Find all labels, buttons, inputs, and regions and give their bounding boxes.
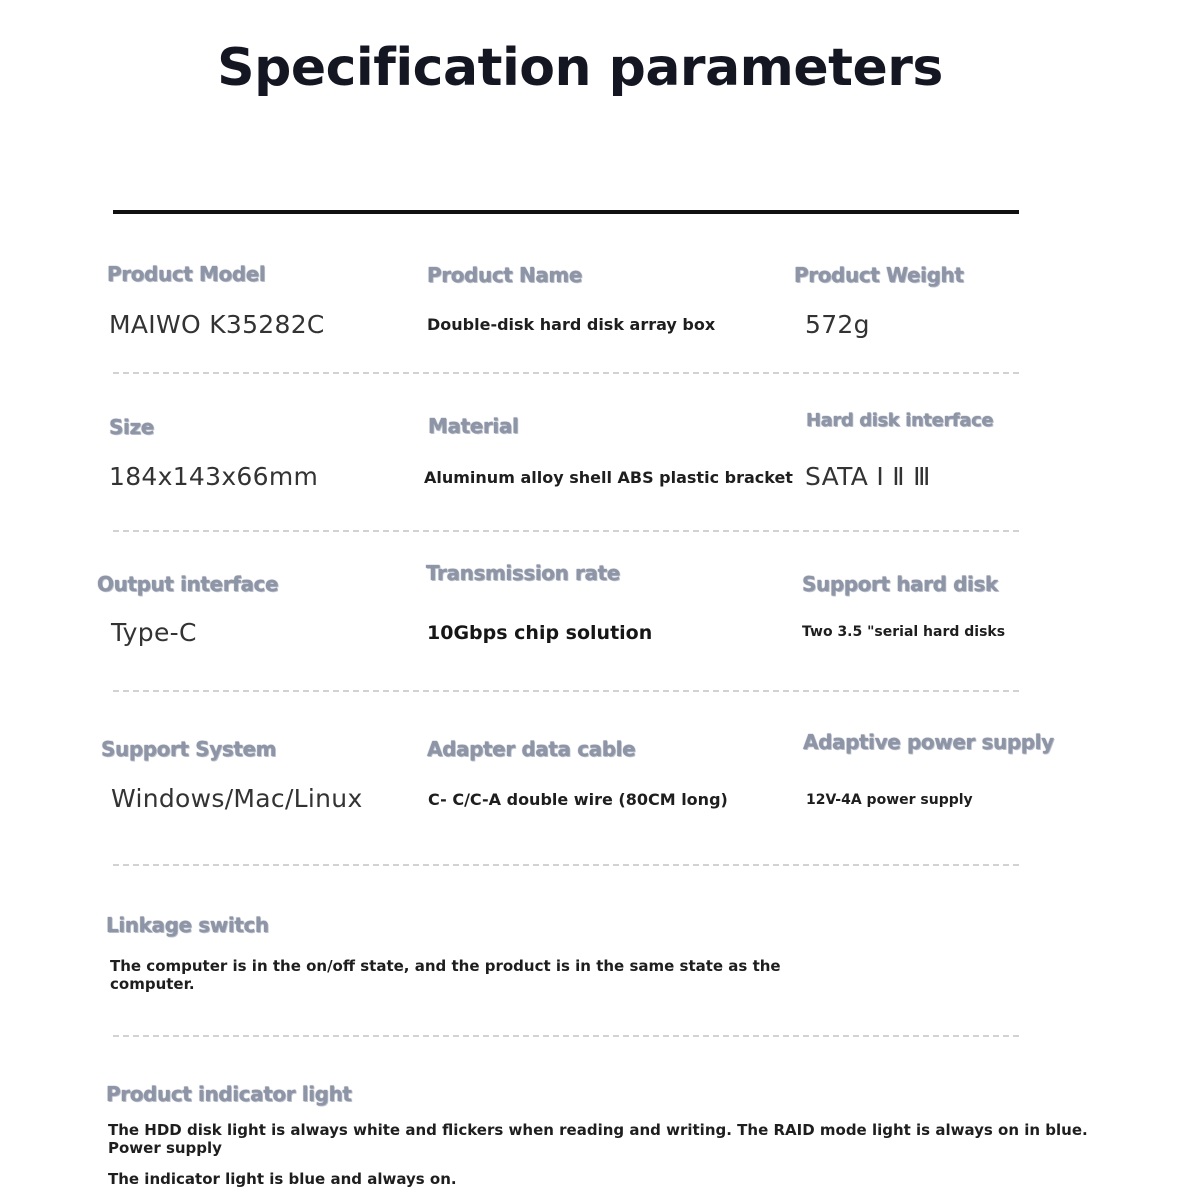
row-divider <box>113 530 1019 532</box>
output-interface-label: Output interface <box>97 572 279 596</box>
transmission-rate-value: 10Gbps chip solution <box>427 622 653 644</box>
product-weight-value: 572g <box>805 310 870 339</box>
indicator-light-text-line2: Power supply <box>108 1139 222 1157</box>
page-title: Specification parameters <box>217 38 943 98</box>
product-name-value: Double-disk hard disk array box <box>427 315 716 334</box>
adapter-data-cable-label: Adapter data cable <box>427 737 636 761</box>
product-name-label: Product Name <box>427 263 583 287</box>
adapter-data-cable-value: C- C/C-A double wire (80CM long) <box>428 790 728 809</box>
indicator-light-text-line3: The indicator light is blue and always on. <box>108 1170 457 1188</box>
support-system-label: Support System <box>101 737 277 761</box>
transmission-rate-label: Transmission rate <box>426 561 620 585</box>
row-divider <box>113 864 1019 866</box>
support-hard-disk-value: Two 3.5 "serial hard disks <box>802 624 1006 640</box>
product-model-value: MAIWO K35282C <box>109 310 325 339</box>
product-weight-label: Product Weight <box>794 263 964 287</box>
linkage-switch-text-line1: The computer is in the on/off state, and the product is in the same state as the <box>110 957 781 975</box>
size-value: 184x143x66mm <box>109 462 319 491</box>
hard-disk-interface-value: SATA Ⅰ Ⅱ Ⅲ <box>805 462 931 491</box>
size-label: Size <box>109 415 154 439</box>
indicator-light-text-line1: The HDD disk light is always white and flickers when reading and writing. The RAID mode light is always on in blue. <box>108 1121 1088 1139</box>
row-divider <box>113 1035 1019 1037</box>
row-divider <box>113 690 1019 692</box>
hard-disk-interface-label: Hard disk interface <box>806 410 994 431</box>
support-hard-disk-label: Support hard disk <box>802 572 998 596</box>
output-interface-value: Type-C <box>111 618 197 647</box>
product-model-label: Product Model <box>107 262 266 286</box>
adaptive-power-supply-value: 12V-4A power supply <box>806 792 973 808</box>
support-system-value: Windows/Mac/Linux <box>111 784 363 813</box>
indicator-light-label: Product indicator light <box>106 1082 352 1106</box>
row-divider <box>113 372 1019 374</box>
adaptive-power-supply-label: Adaptive power supply <box>803 730 1054 754</box>
material-value: Aluminum alloy shell ABS plastic bracket <box>424 468 793 487</box>
linkage-switch-label: Linkage switch <box>106 913 269 937</box>
linkage-switch-text-line2: computer. <box>110 975 195 993</box>
material-label: Material <box>428 414 519 438</box>
title-divider <box>113 210 1019 214</box>
